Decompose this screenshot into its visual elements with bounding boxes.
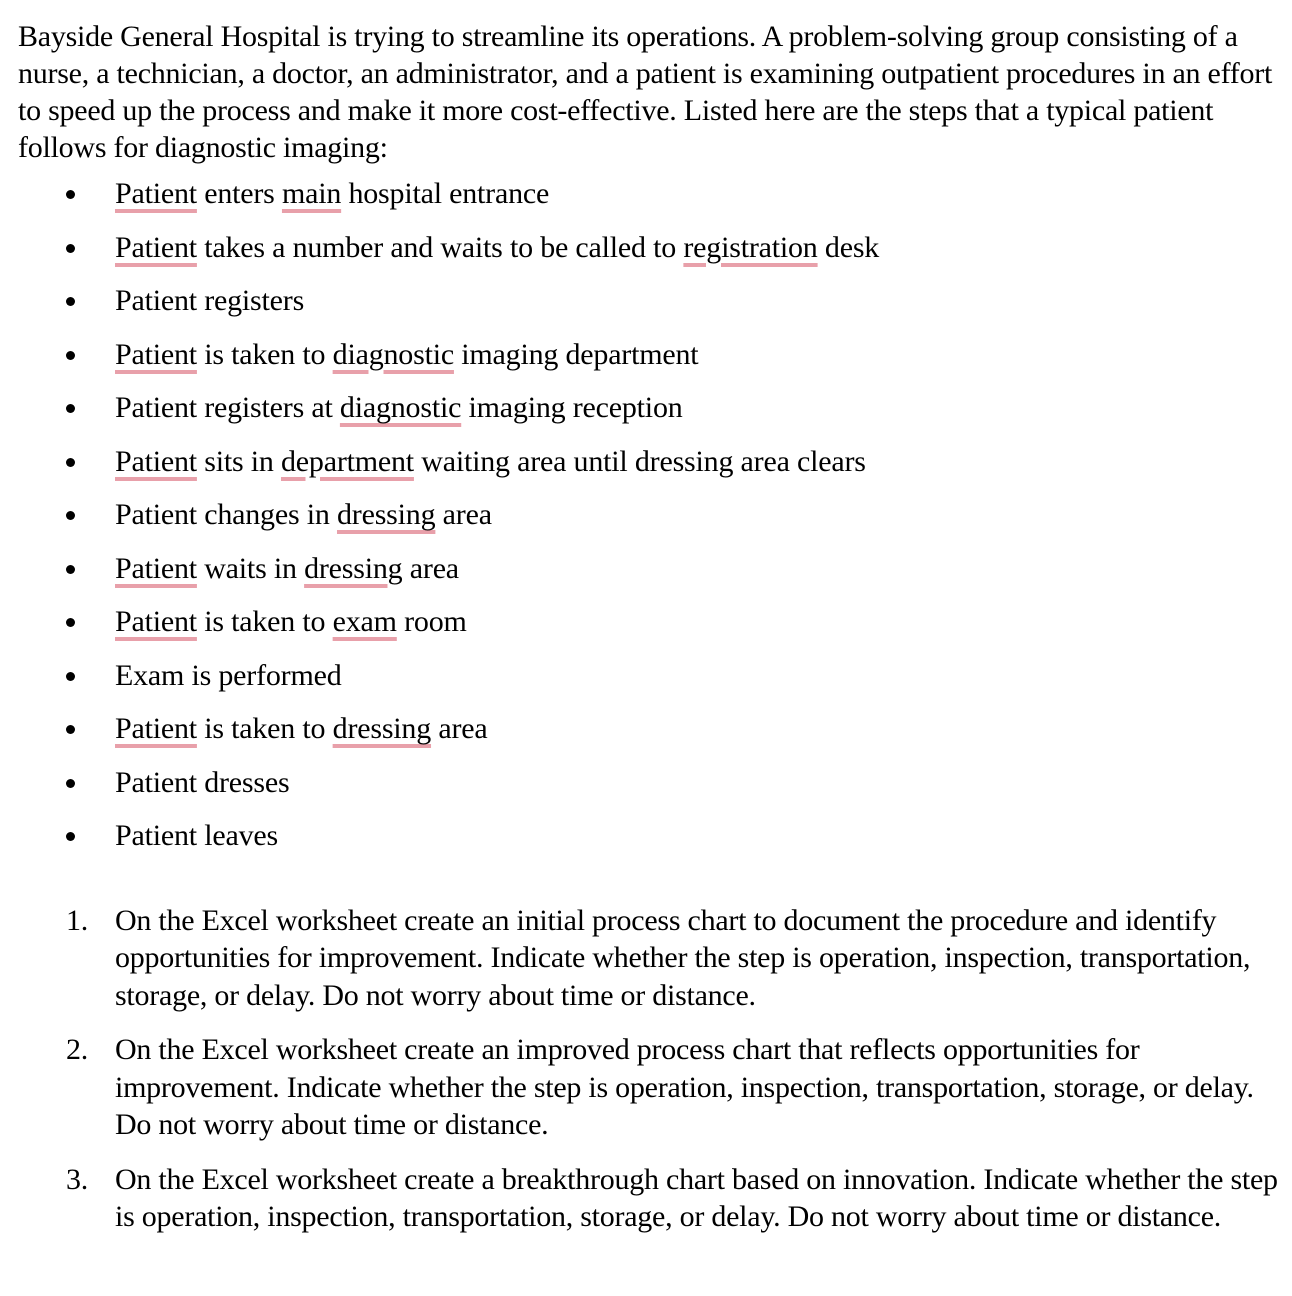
spellcheck-word[interactable]: Patient [115, 551, 197, 585]
question-number: 1. [66, 903, 88, 937]
intro-paragraph: Bayside General Hospital is trying to streamline its operations. A problem-solving group consisting of a nurse, a technician, a doctor, an administrator, and a patient is examining outpatient procedures in an effort to speed up the process and make it more cost-effective. Listed here are the steps that a typical patient follows for diagnostic imaging: [18, 20, 1273, 164]
spellcheck-word[interactable]: diagnostic [332, 337, 454, 371]
list-item: Exam is performed [18, 658, 1280, 712]
list-item: Patient waits in dressing area [18, 551, 1280, 605]
bullet-icon [66, 565, 75, 574]
list-item: Patient changes in dressing area [18, 497, 1280, 551]
list-item: Patient sits in department waiting area until dressing area clears [18, 444, 1280, 498]
questions-list [18, 902, 1280, 1236]
spellcheck-word[interactable]: dressing [304, 551, 403, 585]
list-item: Patient is taken to diagnostic imaging department [18, 337, 1280, 391]
spellcheck-word[interactable]: department [280, 444, 414, 478]
bullet-icon [66, 297, 75, 306]
list-item: Patient is taken to dressing area [18, 711, 1280, 765]
spellcheck-word[interactable]: Patient [115, 712, 197, 745]
spellcheck-word[interactable]: Patient [115, 230, 197, 264]
question-text: On the Excel worksheet create a breakthrough chart based on innovation. Indicate whether the step is operation, inspection, transportation, storage, or delay. Do not worry about time or distance. [115, 1162, 1278, 1233]
bullet-icon [66, 618, 75, 627]
bullet-icon [66, 404, 75, 413]
question-item [18, 902, 1280, 1015]
spellcheck-word[interactable]: main [281, 177, 342, 210]
list-item: Patient enters main hospital entrance [18, 176, 1280, 230]
list-item: Patient takes a number and waits to be called to registration desk [18, 230, 1280, 284]
bullet-icon [66, 351, 75, 360]
list-item: Patient registers [18, 283, 1280, 337]
spellcheck-word[interactable]: dressing [332, 712, 432, 745]
question-text: On the Excel worksheet create an improved process chart that reflects opportunities for improvement. Indicate whether the step is operation, inspection, transportation, storage, or delay. Do not worry about time or distance. [115, 1033, 1254, 1141]
spellcheck-word[interactable]: registration [683, 230, 818, 264]
bullet-icon [66, 832, 75, 841]
question-text: On the Excel worksheet create an initial process chart to document the procedure and identify opportunities for improvement. Indicate whether the step is operation, inspection, transportation, storage, or delay. Do not worry about time or distance. [115, 903, 1251, 1012]
bullet-icon [66, 190, 75, 199]
spellcheck-word[interactable]: Patient [115, 177, 197, 210]
spellcheck-word[interactable]: exam [332, 605, 397, 638]
question-item [18, 1161, 1280, 1236]
list-item: Patient registers at diagnostic imaging reception [18, 390, 1280, 444]
spellcheck-word[interactable]: dressing [336, 498, 436, 531]
bullet-icon [66, 244, 75, 253]
bullet-icon [66, 458, 75, 467]
bullet-icon [66, 511, 75, 520]
spellcheck-word[interactable]: Patient [115, 444, 197, 478]
bullet-icon [66, 672, 75, 681]
list-item: Patient is taken to exam room [18, 604, 1280, 658]
question-number: 2. [66, 1033, 88, 1066]
list-item: Patient leaves [18, 818, 1280, 872]
spellcheck-word[interactable]: Patient [115, 337, 197, 371]
spellcheck-word[interactable]: diagnostic [339, 391, 462, 424]
spellcheck-word[interactable]: Patient [115, 605, 197, 638]
document [18, 18, 1280, 1253]
list-item: Patient dresses [18, 765, 1280, 819]
question-item [18, 1031, 1280, 1144]
procedure-steps-list [18, 176, 1280, 872]
question-number: 3. [66, 1162, 88, 1196]
bullet-icon [66, 725, 75, 734]
bullet-icon [66, 779, 75, 788]
